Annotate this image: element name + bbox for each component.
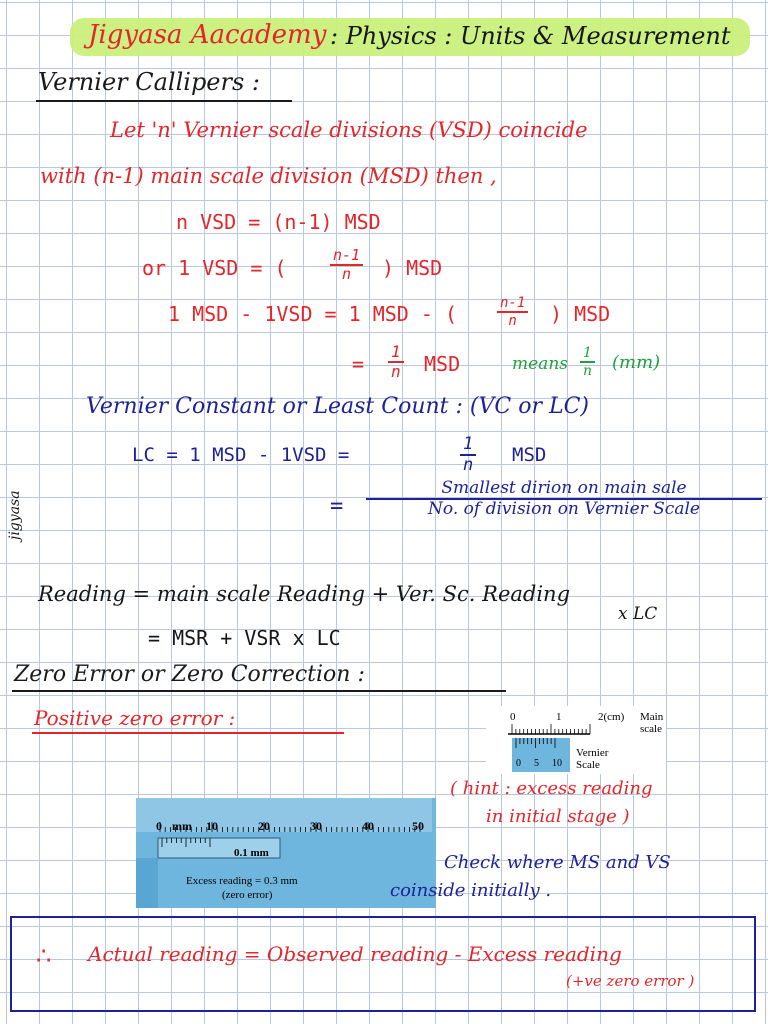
- zero-error-underline: [12, 690, 506, 692]
- least-count-equation-prefix: LC = 1 MSD - 1VSD =: [132, 444, 350, 466]
- definition-line-1: Let 'n' Vernier scale divisions (VSD) coincide: [110, 118, 588, 142]
- fraction-denominator: n: [391, 362, 401, 381]
- fraction-numerator: 1: [580, 346, 595, 363]
- vernier-unit-label: 0.1 mm: [234, 847, 269, 859]
- academy-name: Jigyasa Aacademy: [88, 20, 327, 50]
- equation-result-equals: =: [352, 352, 365, 376]
- least-count-fraction: [460, 436, 476, 474]
- main-tick-label: 20: [258, 819, 270, 833]
- zero-error-caption: (zero error): [222, 889, 273, 901]
- main-tick-label: 2(cm): [598, 711, 625, 723]
- zero-error-heading: Zero Error or Zero Correction :: [14, 662, 365, 687]
- equation-result-fraction: [388, 344, 404, 380]
- actual-reading-formula: Actual reading = Observed reading - Excess reading: [88, 942, 622, 966]
- equation-msd-suffix: ) MSD: [550, 302, 611, 326]
- fraction-numerator: 1: [388, 344, 404, 363]
- main-tick-label: 10: [206, 819, 218, 833]
- main-tick-label: 40: [362, 819, 374, 833]
- reading-formula: Reading = main scale Reading + Ver. Sc. Reading: [38, 582, 571, 606]
- fraction-denominator: n: [508, 313, 517, 329]
- hint-line-2: in initial stage ): [486, 806, 630, 827]
- definition-line-2: with (n-1) main scale division (MSD) then ,: [40, 164, 497, 188]
- main-tick-label: 30: [310, 819, 322, 833]
- fraction-numerator: n-1: [330, 248, 363, 266]
- main-unit-label: mm: [172, 819, 192, 833]
- fraction-denominator: n: [582, 363, 592, 379]
- note-fraction: [580, 346, 595, 378]
- main-tick-label: 1: [556, 711, 562, 723]
- caliper-jaw: [136, 858, 158, 908]
- positive-zero-error-note: (+ve zero error ): [566, 972, 695, 990]
- positive-zero-error-heading: Positive zero error :: [34, 706, 236, 730]
- main-tick-label: 0: [156, 819, 162, 833]
- reading-formula-short: = MSR + VSR x LC: [148, 626, 341, 650]
- vernier-scale-label: Vernier: [576, 747, 609, 759]
- least-count-ratio: [366, 480, 762, 518]
- positive-zero-error-underline: [32, 732, 344, 734]
- reading-formula-lc: x LC: [618, 604, 658, 624]
- ratio-denominator: No. of division on Vernier Scale: [428, 499, 700, 519]
- equation-n-vsd: n VSD = (n-1) MSD: [176, 210, 381, 234]
- check-line-1: Check where MS and VS: [444, 852, 671, 873]
- main-scale-label: scale: [640, 723, 662, 735]
- vernier-tick-label: 10: [552, 758, 562, 769]
- section-heading-vernier: Vernier Callipers :: [38, 68, 261, 96]
- main-scale-label: Main: [640, 711, 664, 723]
- therefore-symbol: ∴: [36, 942, 52, 970]
- page-title: : Physics : Units & Measurement: [330, 22, 731, 50]
- fraction-numerator: 1: [460, 436, 476, 456]
- least-count-heading: Vernier Constant or Least Count : (VC or LC): [86, 394, 589, 419]
- least-count-equals: =: [330, 494, 344, 519]
- vernier-scale-label: Scale: [576, 759, 600, 771]
- equation-msd-minus-vsd-prefix: 1 MSD - 1VSD = 1 MSD - (: [168, 302, 457, 326]
- vernier-tick-label: 5: [534, 758, 539, 769]
- main-tick-label: 50: [412, 819, 424, 833]
- side-watermark: jigyasa: [7, 490, 23, 540]
- vernier-tick-label: 0: [516, 758, 521, 769]
- equation-1-vsd-fraction: [330, 248, 363, 282]
- hint-line-1: ( hint : excess reading: [450, 778, 653, 799]
- excess-reading-caption: Excess reading = 0.3 mm: [186, 875, 298, 887]
- note-unit: (mm): [612, 352, 661, 373]
- heading-underline: [36, 100, 292, 102]
- fraction-denominator: n: [463, 455, 474, 475]
- least-count-unit: MSD: [512, 444, 547, 466]
- check-line-2: coinside initially .: [390, 880, 552, 901]
- fraction-numerator: n-1: [497, 296, 528, 313]
- ratio-numerator: Smallest dirion on main sale: [366, 480, 762, 500]
- fraction-denominator: n: [342, 265, 352, 283]
- equation-1-vsd-suffix: ) MSD: [382, 256, 443, 280]
- equation-msd-fraction: [497, 296, 528, 328]
- equation-1-vsd-prefix: or 1 VSD = (: [142, 256, 287, 280]
- equation-result-unit: MSD: [424, 352, 461, 376]
- note-means: means: [512, 354, 568, 374]
- main-tick-label: 0: [510, 711, 516, 723]
- vernier-small-figure: [486, 706, 666, 774]
